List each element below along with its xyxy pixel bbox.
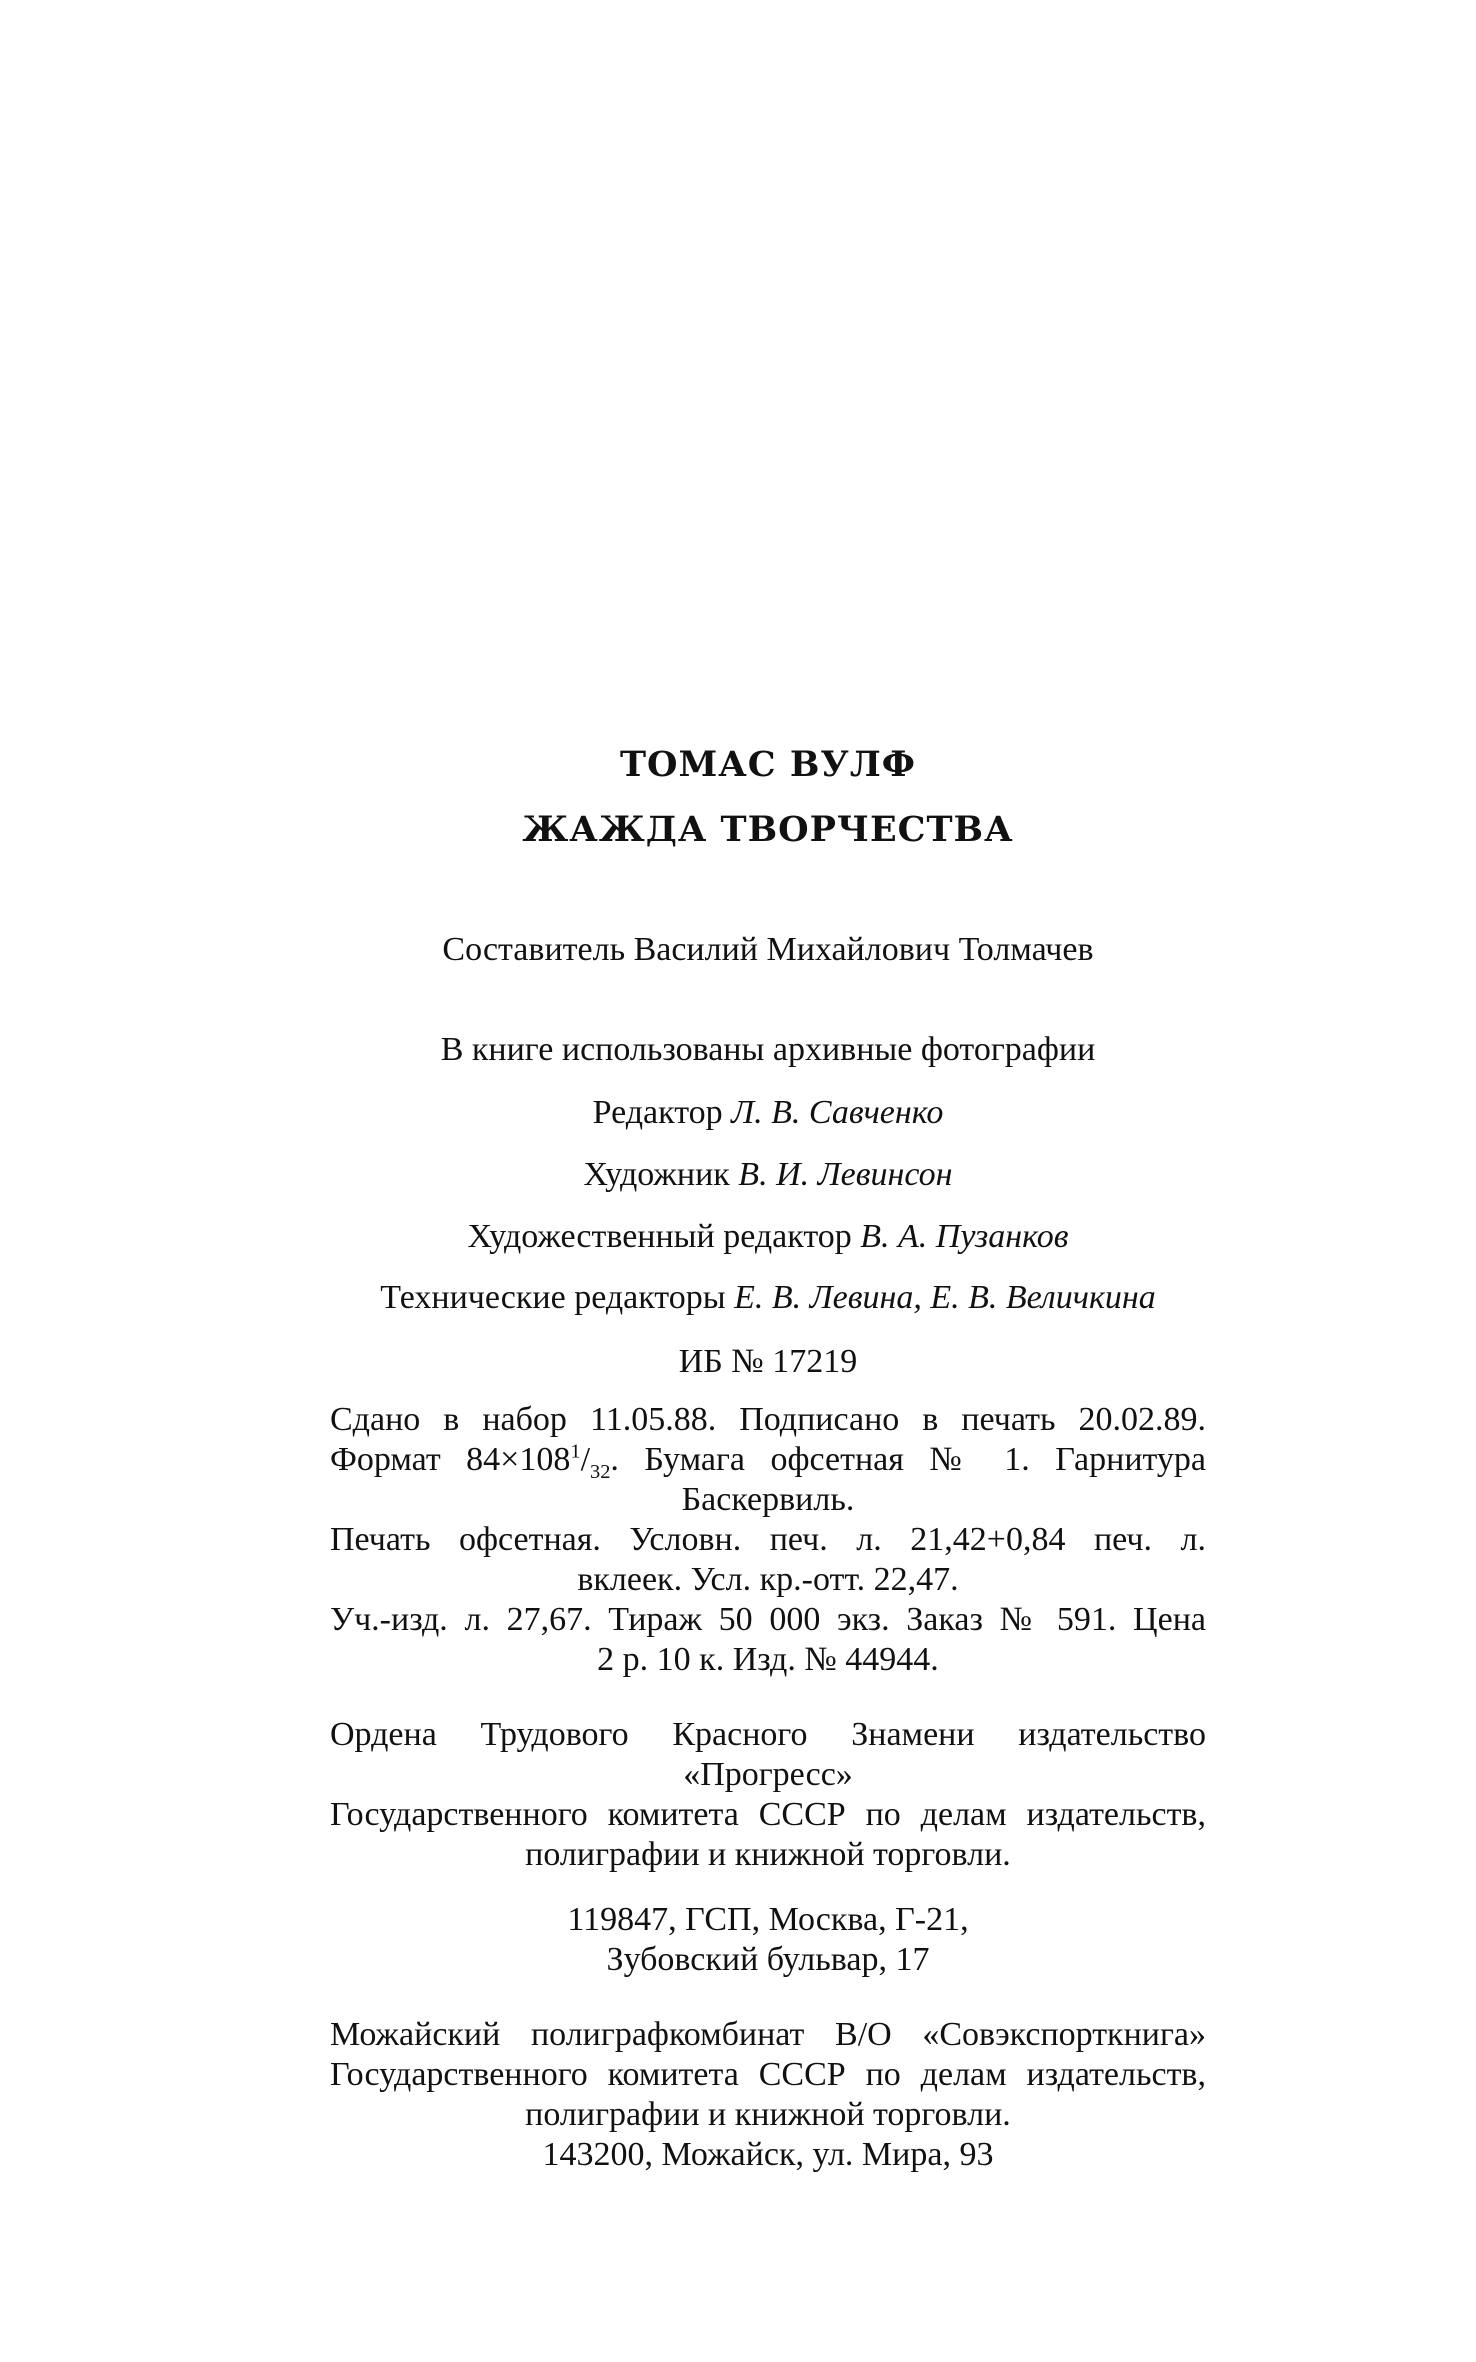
format-prefix: Формат 84×108 [330,1441,571,1478]
format-rest: . Бумага офсетная № 1. Гарнитура Баскервиль. [610,1441,1207,1518]
print-line1: Печать офсетная. Условн. печ. л. 21,42+0,84 печ. л. [330,1521,1206,1558]
art-editor-name: В. А. Пузанков [860,1218,1069,1255]
book-author: ТОМАС ВУЛФ [620,744,916,785]
artist-label: Художник [583,1156,730,1193]
artist-line [330,1155,1206,1195]
tech-editors-label: Технические редакторы [380,1279,726,1316]
publisher-line1: Ордена Трудового Красного Знамени издательство [330,1716,1206,1753]
format-slash: / [580,1441,591,1478]
format-sub: 32 [590,1460,611,1483]
publisher-address2: Зубовский бульвар, 17 [606,1941,930,1978]
publisher-line2: «Прогресс» [683,1756,853,1793]
publisher-block [330,1715,1206,1875]
publisher-address [330,1900,1206,1980]
editor-name: Л. В. Савченко [731,1094,944,1131]
tech-editors-line [330,1278,1206,1318]
publisher-address1: 119847, ГСП, Москва, Г-21, [567,1901,969,1938]
tech-editors-names: Е. В. Левина, Е. В. Величкина [734,1279,1156,1316]
book-title: ЖАЖДА ТВОРЧЕСТВА [522,809,1014,850]
printer-text: Можайский полиграфкомбинат В/О «Совэкспорткнига» Государственного комитета СССР по делам издательств, полиграфии и книжной торговли. [330,2016,1206,2133]
publisher-line3: Государственного комитета СССР по делам издательств, полиграфии и книжной торговли. [330,1796,1206,1873]
art-editor-label: Художественный редактор [467,1218,852,1255]
ib-number: ИБ № 17219 [678,1343,858,1380]
artist-name: В. И. Левинсон [738,1156,953,1193]
editor-label: Редактор [592,1094,723,1131]
printer-address: 143200, Можайск, ул. Мира, 93 [542,2136,994,2173]
print-line2: вклеек. Усл. кр.-отт. 22,47. [577,1561,959,1598]
compiler-line: Составитель Василий Михайлович Толмачев [442,931,1094,968]
art-editor-line [330,1217,1206,1257]
imprint-block [330,1400,1206,1680]
pub-line1: Уч.-изд. л. 27,67. Тираж 50 000 экз. Заказ № 591. Цена [330,1601,1206,1638]
imprint-format [330,1440,1206,1520]
photos-note: В книге использованы архивные фотографии [440,1031,1096,1068]
format-sup: 1 [570,1440,581,1463]
editor-line [330,1093,1206,1133]
pub-line2: 2 р. 10 к. Изд. № 44944. [597,1641,939,1678]
printer-block [330,2015,1206,2175]
imprint-line1: Сдано в набор 11.05.88. Подписано в печать 20.02.89. [330,1401,1206,1438]
